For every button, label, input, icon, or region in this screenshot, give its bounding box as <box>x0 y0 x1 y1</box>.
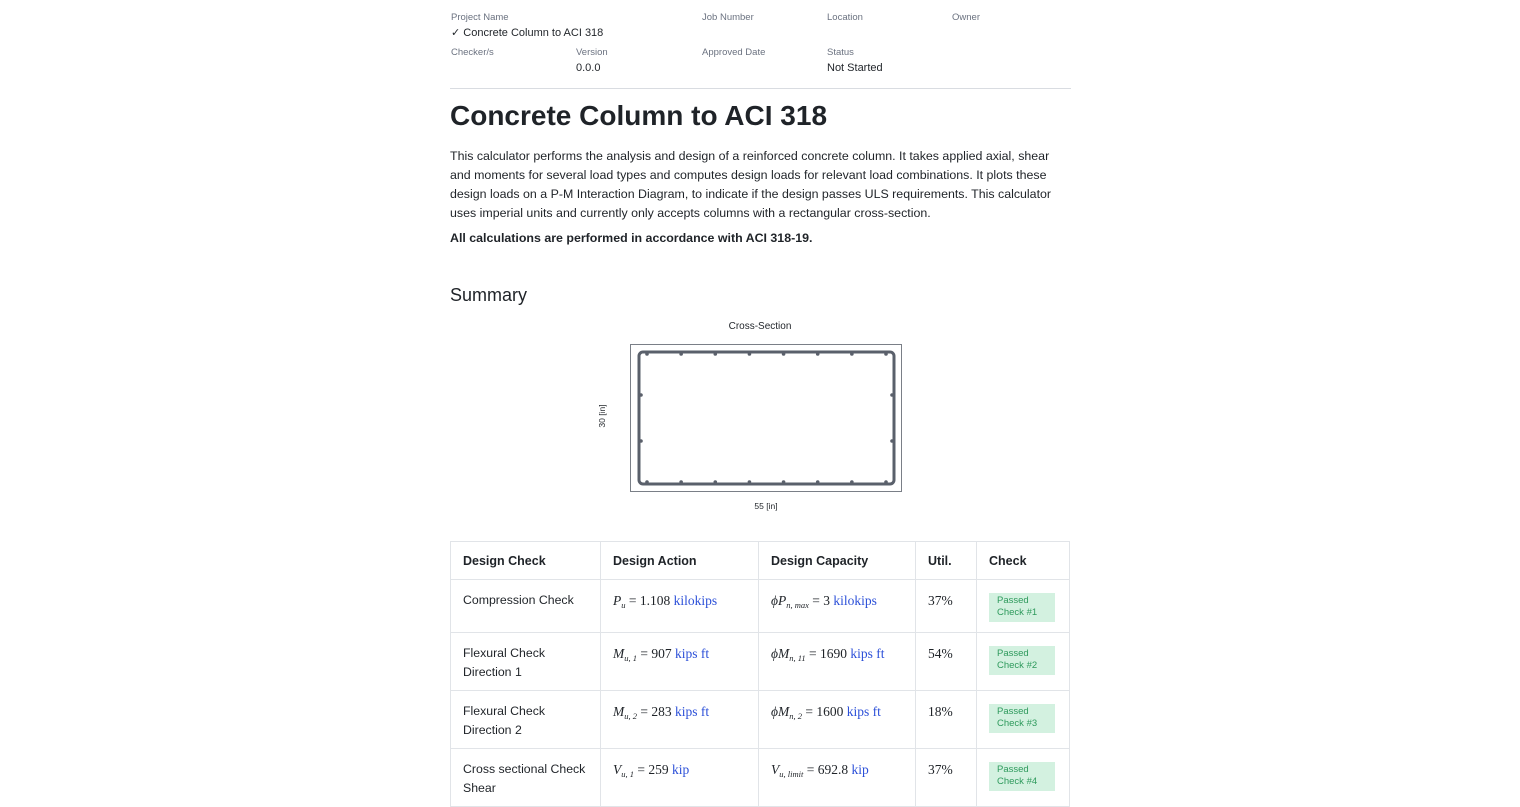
height-label: 30 [in] <box>597 404 607 428</box>
job-number-field <box>702 12 754 26</box>
design-action <box>601 633 759 691</box>
job-number-label: Job Number <box>702 12 754 23</box>
design-capacity <box>759 691 916 749</box>
check-status-cell <box>977 633 1070 691</box>
summary-heading: Summary <box>450 285 528 305</box>
action-formula: $M_{u, 2} = 283$ kips ft <box>613 704 710 721</box>
location-label: Location <box>827 12 863 23</box>
rebar-bar <box>890 439 894 443</box>
check-name: Compression Check <box>451 580 601 633</box>
rebar-bar <box>645 352 649 356</box>
checkers-label: Checker/s <box>451 47 494 58</box>
version-field <box>576 47 608 75</box>
table-row <box>451 691 1070 749</box>
capacity-formula: $\phi P_{n, max} = 3$ kilokips <box>771 593 877 610</box>
design-capacity <box>759 580 916 633</box>
status-field <box>827 47 883 75</box>
rebar-group <box>639 352 894 484</box>
column-outline <box>631 345 902 492</box>
project-name-label: Project Name <box>451 12 509 23</box>
design-action <box>601 580 759 633</box>
approved-date-label: Approved Date <box>702 47 766 58</box>
header-check: Check <box>977 542 1070 580</box>
rebar-bar <box>748 480 752 484</box>
rebar-bar <box>884 480 888 484</box>
capacity-formula: $\phi M_{n, 11} = 1690$ kips ft <box>771 646 885 663</box>
rebar-bar <box>713 480 717 484</box>
design-checks-table <box>450 541 1070 807</box>
capacity-formula: $\phi M_{n, 2} = 1600$ kips ft <box>771 704 881 721</box>
project-metadata <box>450 0 1071 89</box>
width-label: 55 [in] <box>754 501 778 511</box>
utilization: 54% <box>916 633 977 691</box>
page-title: Concrete Column to ACI 318 <box>450 100 828 131</box>
project-name-value: ✓ Concrete Column to ACI 318 <box>451 27 604 39</box>
status-label: Status <box>827 47 854 58</box>
design-action <box>601 691 759 749</box>
rebar-bar <box>850 352 854 356</box>
rebar-bar <box>816 352 820 356</box>
rebar-bar <box>639 439 643 443</box>
check-name: Flexural Check Direction 1 <box>451 633 601 691</box>
version-value: 0.0.0 <box>576 62 601 74</box>
passed-badge[interactable]: Passed Check #3 <box>989 704 1055 733</box>
standard-note: All calculations are performed in accordance with ACI 318-19. <box>450 231 813 245</box>
action-formula: $V_{u, 1} = 259$ kip <box>613 762 690 779</box>
rebar-bar <box>850 480 854 484</box>
status-value: Not Started <box>827 62 883 74</box>
cross-section-drawing <box>600 316 920 516</box>
cross-section-title: Cross-Section <box>728 321 792 332</box>
capacity-formula: $V_{u, limit} = 692.8$ kip <box>771 762 869 779</box>
utilization: 37% <box>916 749 977 807</box>
table-row <box>451 580 1070 633</box>
owner-label: Owner <box>952 12 980 23</box>
passed-badge[interactable]: Passed Check #1 <box>989 593 1055 622</box>
check-name: Flexural Check Direction 2 <box>451 691 601 749</box>
action-formula: $M_{u, 1} = 907$ kips ft <box>613 646 710 663</box>
location-field <box>827 12 863 26</box>
utilization: 18% <box>916 691 977 749</box>
rebar-bar <box>816 480 820 484</box>
rebar-bar <box>748 352 752 356</box>
version-label: Version <box>576 47 608 58</box>
action-formula: $P_u = 1.108$ kilokips <box>613 593 718 610</box>
rebar-bar <box>679 352 683 356</box>
rebar-bar <box>782 352 786 356</box>
table-header-row <box>451 542 1070 580</box>
design-checks-table-wrapper <box>450 541 1069 807</box>
rebar-bar <box>645 480 649 484</box>
checkers-field <box>451 47 494 61</box>
check-status-cell <box>977 691 1070 749</box>
rebar-bar <box>679 480 683 484</box>
passed-badge[interactable]: Passed Check #2 <box>989 646 1055 675</box>
utilization: 37% <box>916 580 977 633</box>
rebar-bar <box>713 352 717 356</box>
header-design-action: Design Action <box>601 542 759 580</box>
description-paragraph: This calculator performs the analysis and design of a reinforced concrete column. It takes applied axial, shear and moments for several load types and computes design loads for relevant load combinations. It plots these design loads on a P-M Interaction Diagram, to indicate if the design passes ULS requirements. This calculator uses imperial units and currently only accepts columns with a rectangular cross-section. <box>450 149 1052 220</box>
design-capacity <box>759 633 916 691</box>
project-name-field <box>451 12 603 40</box>
header-design-check: Design Check <box>451 542 601 580</box>
check-status-cell <box>977 580 1070 633</box>
table-row <box>451 633 1070 691</box>
passed-badge[interactable]: Passed Check #4 <box>989 762 1055 791</box>
rebar-bar <box>639 393 643 397</box>
rebar-bar <box>884 352 888 356</box>
check-name: Cross sectional Check Shear <box>451 749 601 807</box>
rebar-bar <box>890 393 894 397</box>
header-util: Util. <box>916 542 977 580</box>
calculation-report <box>450 0 1071 795</box>
cross-section-figure <box>597 316 920 516</box>
stirrup-tie <box>639 352 894 484</box>
approved-date-field <box>702 47 765 61</box>
rebar-bar <box>782 480 786 484</box>
owner-field <box>952 12 980 26</box>
header-design-capacity: Design Capacity <box>759 542 916 580</box>
